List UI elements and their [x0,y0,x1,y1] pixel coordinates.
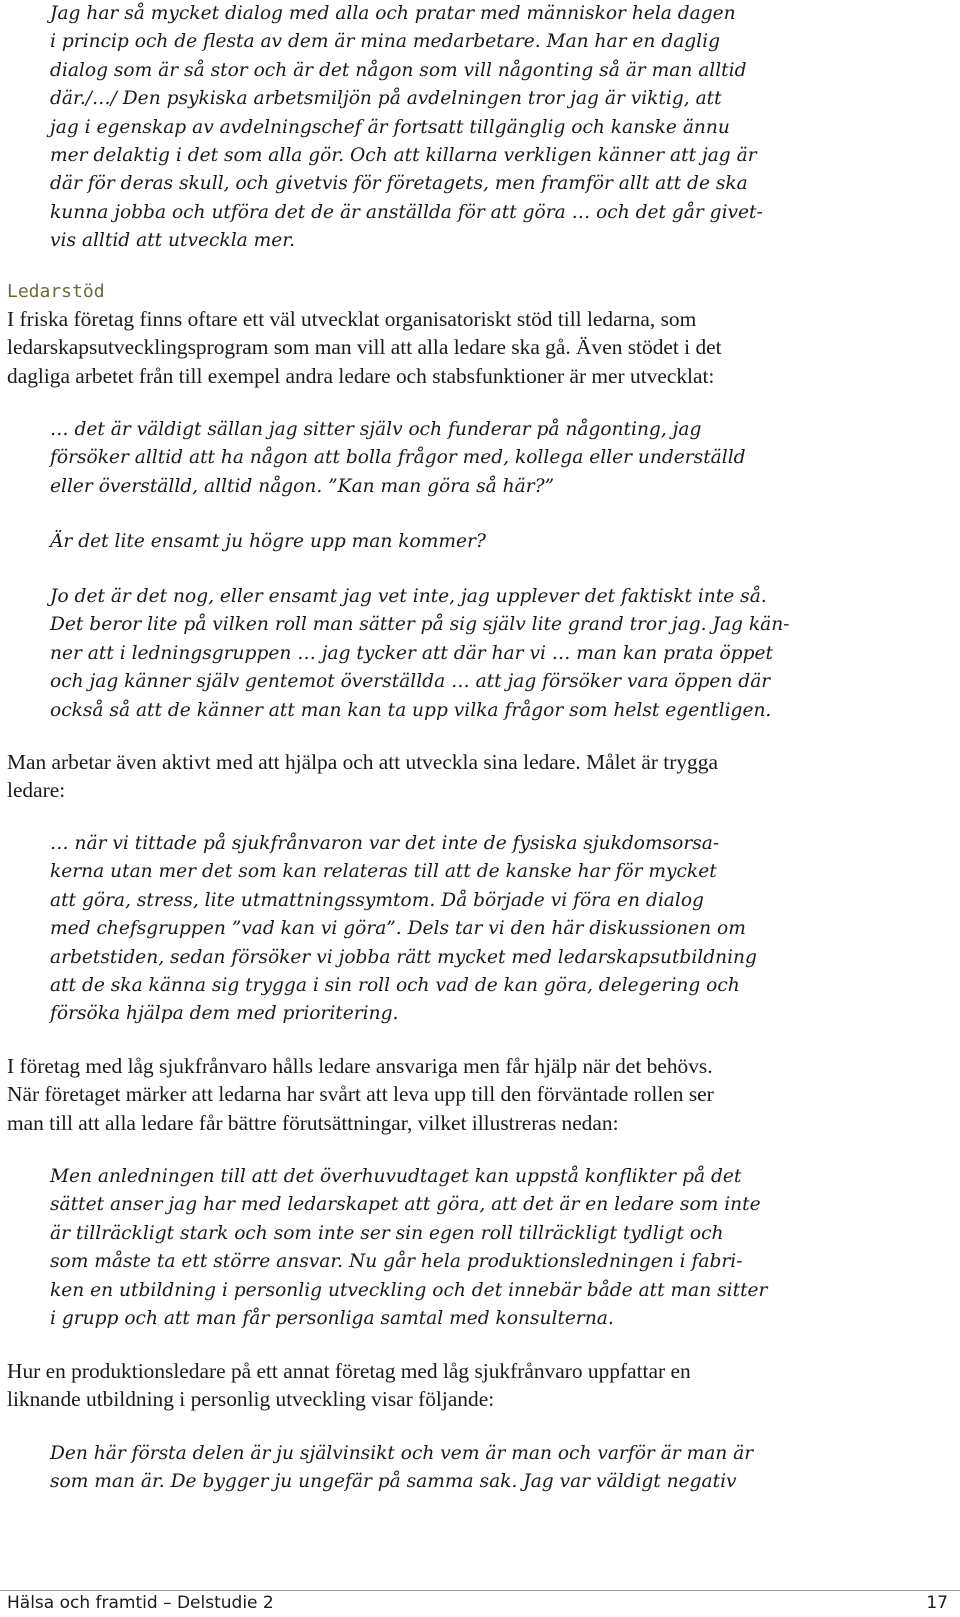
text-line: Jo det är det nog, eller ensamt jag vet inte, jag upplever det faktiskt inte så. [50,586,767,607]
text-line: att göra, stress, lite utmattningssymtom. Då började vi föra en dialog [50,889,704,911]
text-line: dagliga arbetet från till exempel andra ledare och stabsfunktioner är mer utvecklat: [7,363,715,388]
body-paragraph [7,1357,691,1414]
text-line: i princip och de flesta av dem är mina medarbetare. Man har en daglig [50,31,720,53]
text-line: I friska företag finns oftare ett väl utvecklat organisatoriskt stöd till ledarna, som [7,307,697,331]
text-line: Man arbetar även aktivt med att hjälpa och att utveckla sina ledare. Målet är trygga [7,750,718,774]
text-line: som man är. De bygger ju ungefär på samma sak. Jag var väldigt negativ [50,1471,737,1493]
text-line: … det är väldigt sällan jag sitter själv och funderar på någonting, jag [50,419,702,440]
footer-divider [0,1590,960,1591]
quote-block [50,830,757,1029]
text-line: Hur en produktionsledare på ett annat företag med låg sjukfrånvaro uppfattar en [7,1359,691,1383]
text-line: Men anledningen till att det överhuvudtaget kan uppstå konflikter på det [50,1166,742,1187]
text-line: Det beror lite på vilken roll man sätter på sig själv lite grand tror jag. Jag kän- [50,614,790,636]
text-line: När företaget märker att ledarna har svårt att leva upp till den förväntade rollen ser [7,1082,714,1107]
text-line: sättet anser jag har med ledarskapet att göra, att det är en ledare som inte [50,1194,761,1216]
text-line: och jag känner själv gentemot överställda … att jag försöker vara öppen där [50,671,771,693]
body-paragraph [7,1052,714,1137]
text-line: där för deras skull, och givetvis för företagets, men framför allt att de ska [50,173,748,195]
text-line: som måste ta ett större ansvar. Nu går hela produktionsledningen i fabri- [50,1251,743,1273]
quote-block [50,1440,753,1497]
section-heading: Ledarstöd [7,281,105,302]
text-line: man till att alla ledare får bättre förutsättningar, vilket illustreras nedan: [7,1110,619,1135]
text-line: är tillräckligt stark och som inte ser sin egen roll tillräckligt tydligt och [50,1222,724,1244]
text-line: I företag med låg sjukfrånvaro hålls ledare ansvariga men får hjälp när det behövs. [7,1054,713,1078]
text-line: Den här första delen är ju självinsikt och vem är man och varför är man är [50,1443,754,1464]
text-line: jag i egenskap av avdelningschef är fortsatt tillgänglig och kanske ännu [50,116,730,138]
page-number: 17 [926,1593,948,1613]
text-line: i grupp och att man får personliga samtal med konsulterna. [50,1308,614,1330]
text-line: kunna jobba och utföra det de är anställda för att göra … och det går givet- [50,201,763,223]
text-line: … när vi tittade på sjukfrånvaron var det inte de fysiska sjukdomsorsa- [50,833,720,854]
quote-block [50,583,789,725]
text-line: vis alltid att utveckla mer. [50,230,296,252]
text-line: dialog som är så stor och är det någon som vill någonting så är man alltid [50,59,747,81]
text-line: att de ska känna sig trygga i sin roll och vad de kan göra, delegering och [50,975,740,997]
quote-block [50,1163,767,1333]
text-line: Är det lite ensamt ju högre upp man kommer? [50,531,486,552]
body-paragraph [7,748,718,805]
text-line: kerna utan mer det som kan relateras till att de kanske har för mycket [50,861,717,883]
text-line: med chefsgruppen ”vad kan vi göra”. Dels tar vi den här diskussionen om [50,918,746,940]
text-line: Jag har så mycket dialog med alla och pratar med människor hela dagen [50,3,736,24]
text-line: arbetstiden, sedan försöker vi jobba rätt mycket med ledarskapsutbildning [50,946,757,968]
text-line: ledarskapsutvecklingsprogram som man vill att alla ledare ska gå. Även stödet i det [7,335,722,360]
text-line: ken en utbildning i personlig utveckling och det innebär både att man sitter [50,1279,768,1301]
text-line: försöker alltid att ha någon att bolla frågor med, kollega eller underställd [50,447,746,469]
body-paragraph [7,305,722,390]
quote-block [50,528,486,556]
quote-block [50,0,763,256]
text-line: också så att de känner att man kan ta upp vilka frågor som helst egentligen. [50,699,772,721]
footer-title: Hälsa och framtid – Delstudie 2 [7,1593,274,1613]
text-line: ner att i ledningsgruppen … jag tycker att där har vi … man kan prata öppet [50,642,773,664]
text-line: eller överställd, alltid någon. ”Kan man göra så här?” [50,475,555,497]
quote-block [50,416,746,501]
text-line: försöka hjälpa dem med prioritering. [50,1003,399,1025]
text-line: där./…/ Den psykiska arbetsmiljön på avdelningen tror jag är viktig, att [50,88,722,110]
text-line: liknande utbildning i personlig utveckling visar följande: [7,1387,495,1412]
text-line: mer delaktig i det som alla gör. Och att killarna verkligen känner att jag är [50,145,757,167]
text-line: ledare: [7,778,66,803]
